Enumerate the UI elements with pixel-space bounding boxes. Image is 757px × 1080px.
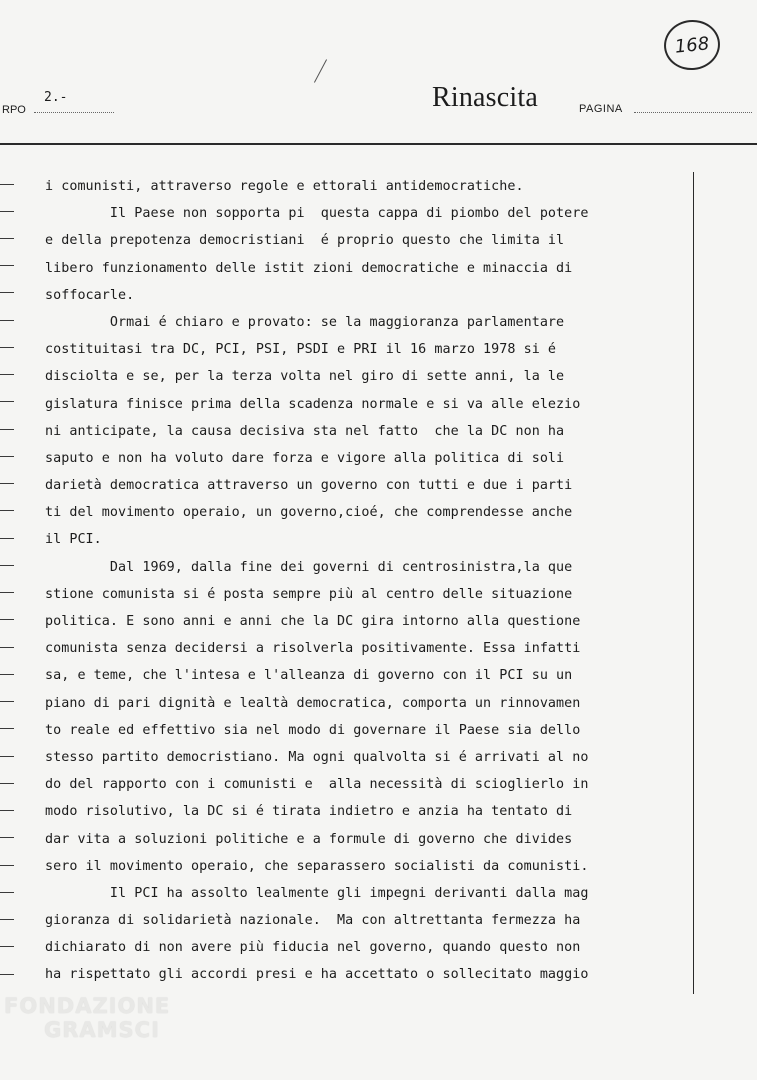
- watermark-line: FONDAZIONE: [4, 994, 171, 1018]
- corpo-label: RPO: [2, 104, 26, 116]
- header-rule: [0, 143, 757, 145]
- tick-mark: [0, 211, 14, 212]
- tick-mark: [0, 538, 14, 539]
- text-line: dar vita a soluzioni politiche e a formule di governo che divides: [45, 831, 573, 847]
- text-line: modo risolutivo, la DC si é tirata indietro e anzia ha tentato di: [45, 804, 573, 820]
- tick-mark: [0, 456, 14, 457]
- typed-body-text: [45, 173, 685, 989]
- text-line: stione comunista si é posta sempre più al centro delle situazione: [45, 586, 573, 602]
- text-line: libero funzionamento delle istit zioni democratiche e minaccia di: [45, 260, 573, 276]
- tick-mark: [0, 347, 14, 348]
- tick-mark: [0, 510, 14, 511]
- tick-mark: [0, 401, 14, 402]
- text-line: do del rapporto con i comunisti e alla necessità di scioglierlo in: [45, 777, 589, 793]
- tick-mark: [0, 728, 14, 729]
- tick-mark: [0, 837, 14, 838]
- masthead-title: Rinascita: [432, 82, 538, 113]
- corpo-value: 2.-: [44, 90, 68, 105]
- tick-mark: [0, 592, 14, 593]
- text-line: costituitasi tra DC, PCI, PSI, PSDI e PRI il 16 marzo 1978 si é: [45, 342, 557, 358]
- text-line: dichiarato di non avere più fiducia nel governo, quando questo non: [45, 940, 581, 956]
- text-line: politica. E sono anni e anni che la DC gira intorno alla questione: [45, 614, 581, 629]
- tick-mark: [0, 946, 14, 947]
- tick-mark: [0, 701, 14, 702]
- text-line: sero il movimento operaio, che separassero socialisti da comunisti.: [45, 858, 589, 874]
- text-line: ni anticipate, la causa decisiva sta nel fatto che la DC non ha: [45, 423, 565, 439]
- text-line: e della prepotenza democristiani é proprio questo che limita il: [45, 233, 565, 249]
- tick-mark: [0, 483, 14, 484]
- text-line: to reale ed effettivo sia nel modo di governare il Paese sia dello: [45, 722, 581, 738]
- text-line: darietà democratica attraverso un governo con tutti e due i parti: [45, 478, 573, 494]
- text-line: soffocarle.: [45, 287, 135, 303]
- tick-mark: [0, 783, 14, 784]
- tick-mark: [0, 674, 14, 675]
- tick-mark: [0, 238, 14, 239]
- tick-mark: [0, 756, 14, 757]
- text-line: Ormai é chiaro e provato: se la maggioranza parlamentare: [45, 314, 565, 330]
- tick-mark: [0, 429, 14, 430]
- text-line: ti del movimento operaio, un governo,cioé, che comprendesse anche: [45, 505, 573, 521]
- corpo-dotted-line: [34, 112, 114, 113]
- tick-mark: [0, 374, 14, 375]
- tick-mark: [0, 810, 14, 811]
- text-line: i comunisti, attraverso regole e ettorali antidemocratiche.: [45, 179, 524, 194]
- pagina-label: PAGINA: [579, 103, 623, 115]
- archive-watermark: [4, 994, 170, 1042]
- tick-mark: [0, 320, 14, 321]
- tick-mark: [0, 184, 14, 185]
- text-line: sa, e teme, che l'intesa e l'alleanza di governo con il PCI su un: [45, 668, 573, 684]
- text-line: gioranza di solidarietà nazionale. Ma con altrettanta fermezza ha: [45, 913, 581, 929]
- tick-mark: [0, 292, 14, 293]
- text-line: piano di pari dignità e lealtà democratica, comporta un rinnovamen: [45, 695, 581, 711]
- tick-mark: [0, 647, 14, 648]
- text-line: comunista senza decidersi a risolverla positivamente. Essa infatti: [45, 641, 581, 657]
- text-line: Il Paese non sopporta pi questa cappa di piombo del potere: [45, 206, 589, 222]
- tick-mark: [0, 865, 14, 866]
- right-margin-rule: [693, 172, 694, 994]
- handwritten-page-number: 168: [662, 17, 723, 73]
- text-line: gislatura finisce prima della scadenza normale e si va alle elezio: [45, 396, 581, 412]
- pagina-dotted-line: [634, 112, 752, 113]
- text-line: il PCI.: [45, 532, 102, 548]
- text-line: Dal 1969, dalla fine dei governi di centrosinistra,la que: [45, 559, 573, 575]
- tick-mark: [0, 619, 14, 620]
- text-line: saputo e non ha voluto dare forza e vigore alla politica di soli: [45, 450, 565, 466]
- text-line: disciolta e se, per la terza volta nel giro di sette anni, la le: [45, 369, 565, 385]
- tick-mark: [0, 892, 14, 893]
- tick-mark: [0, 974, 14, 975]
- tick-mark: [0, 919, 14, 920]
- text-line: stesso partito democristiano. Ma ogni qualvolta si é arrivati al no: [45, 749, 589, 765]
- watermark-line: GRAMSCI: [44, 1018, 160, 1042]
- tick-mark: [0, 265, 14, 266]
- text-line: Il PCI ha assolto lealmente gli impegni derivanti dalla mag: [45, 885, 589, 901]
- tick-mark: [0, 565, 14, 566]
- text-line: ha rispettato gli accordi presi e ha accettato o sollecitato maggio: [45, 967, 589, 983]
- pen-mark: [314, 59, 327, 82]
